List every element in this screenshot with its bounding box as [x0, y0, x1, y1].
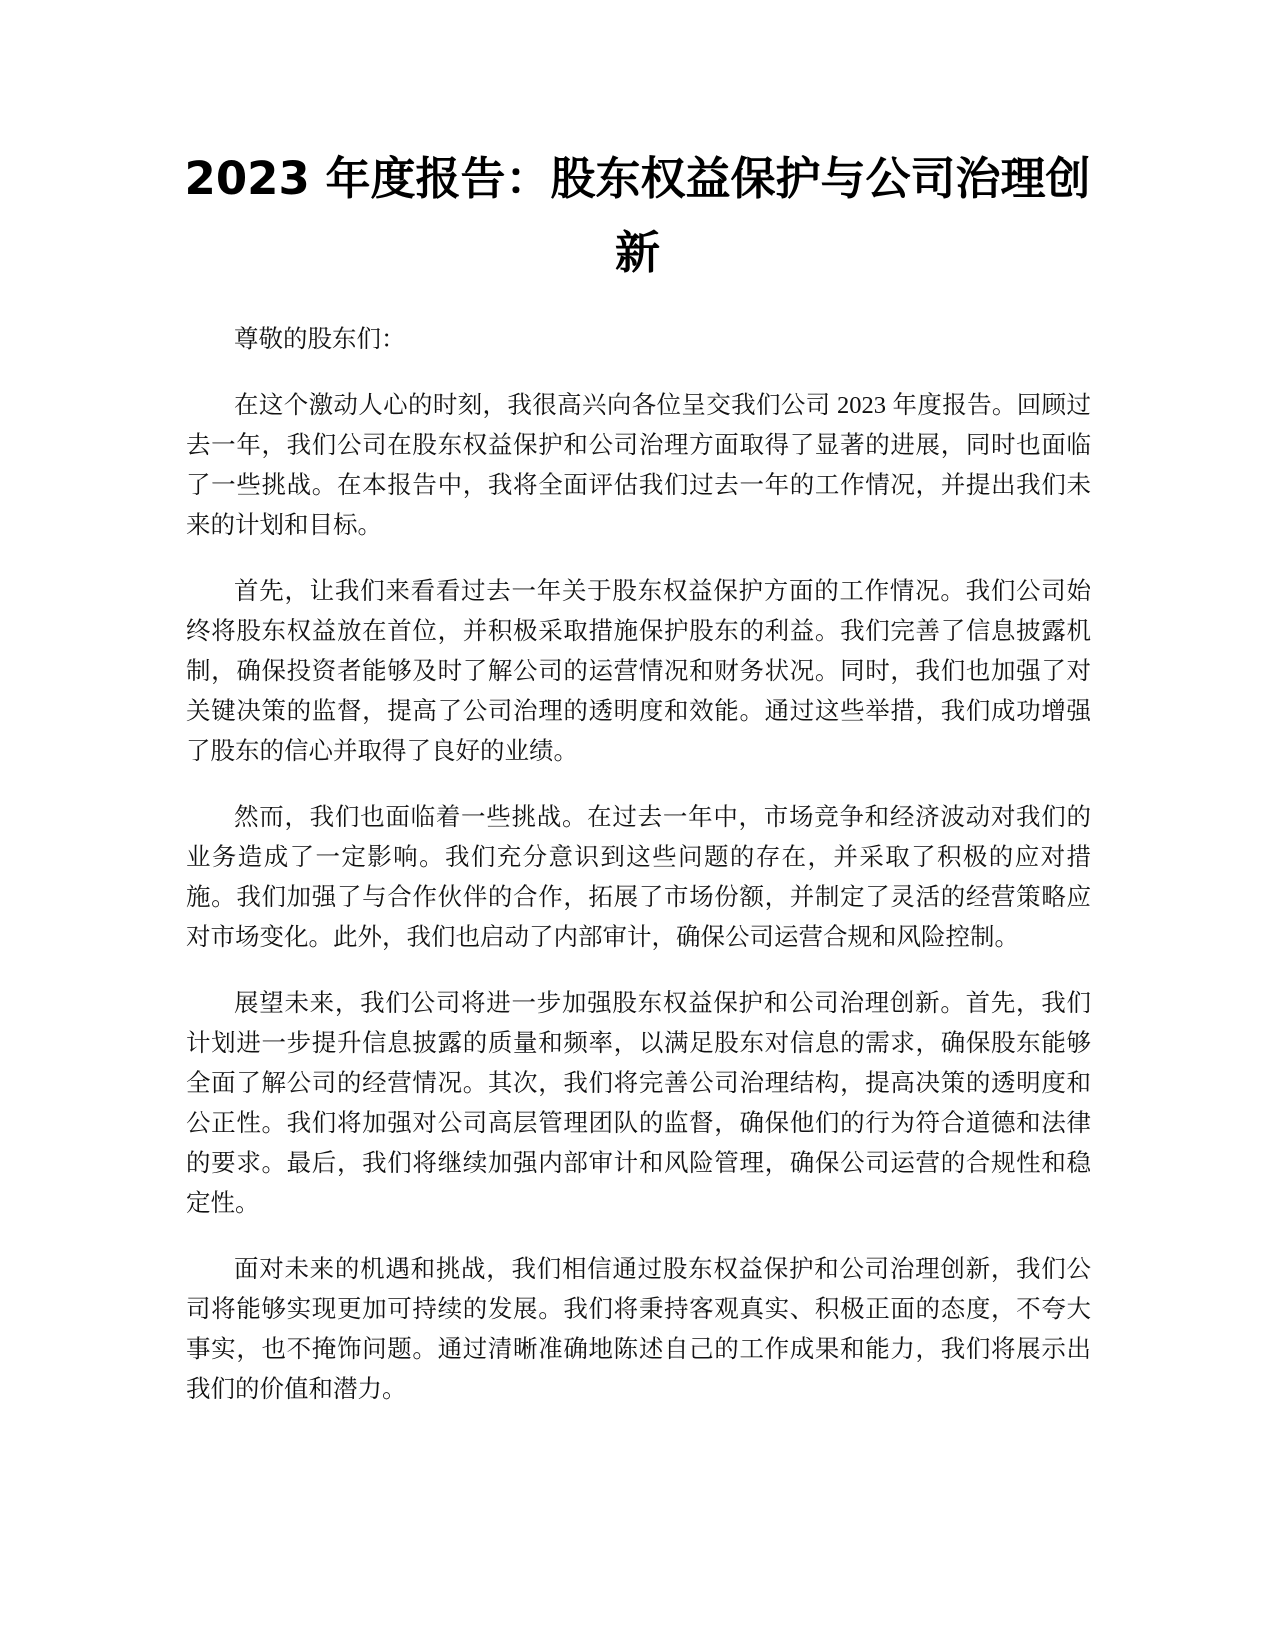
salutation: 尊敬的股东们： — [234, 326, 406, 353]
document-title: 2023 年度报告：股东权益保护与公司治理创新 — [184, 152, 1091, 279]
paragraph-shareholder-rights: 首先，让我们来看看过去一年关于股东权益保护方面的工作情况。我们公司始终将股东权益放在首位，并积极采取措施保护股东的利益。我们完善了信息披露机制，确保投资者能够及时了解公司的运营情况和财务状况。同时，我们也加强了对关键决策的监督，提高了公司治理的透明度和效能。通过这些举措，我们成功增强了股东的信心并取得了良好的业绩。 — [186, 578, 1091, 765]
paragraph-outlook: 展望未来，我们公司将进一步加强股东权益保护和公司治理创新。首先，我们计划进一步提升信息披露的质量和频率，以满足股东对信息的需求，确保股东能够全面了解公司的经营情况。其次，我们将完善公司治理结构，提高决策的透明度和公正性。我们将加强对公司高层管理团队的监督，确保他们的行为符合道德和法律的要求。最后，我们将继续加强内部审计和风险管理，确保公司运营的合规性和稳定性。 — [186, 990, 1091, 1217]
document-body — [186, 320, 1091, 1436]
paragraph-challenges: 然而，我们也面临着一些挑战。在过去一年中，市场竞争和经济波动对我们的业务造成了一定影响。我们充分意识到这些问题的存在，并采取了积极的应对措施。我们加强了与合作伙伴的合作，拓展了市场份额，并制定了灵活的经营策略应对市场变化。此外，我们也启动了内部审计，确保公司运营合规和风险控制。 — [186, 804, 1091, 951]
paragraph-conclusion: 面对未来的机遇和挑战，我们相信通过股东权益保护和公司治理创新，我们公司将能够实现更加可持续的发展。我们将秉持客观真实、积极正面的态度，不夸大事实，也不掩饰问题。通过清晰准确地陈述自己的工作成果和能力，我们将展示出我们的价值和潜力。 — [186, 1256, 1091, 1403]
paragraph-intro: 在这个激动人心的时刻，我很高兴向各位呈交我们公司 2023 年度报告。回顾过去一年，我们公司在股东权益保护和公司治理方面取得了显著的进展，同时也面临了一些挑战。在本报告中，我将全面评估我们过去一年的工作情况，并提出我们未来的计划和目标。 — [186, 392, 1091, 539]
